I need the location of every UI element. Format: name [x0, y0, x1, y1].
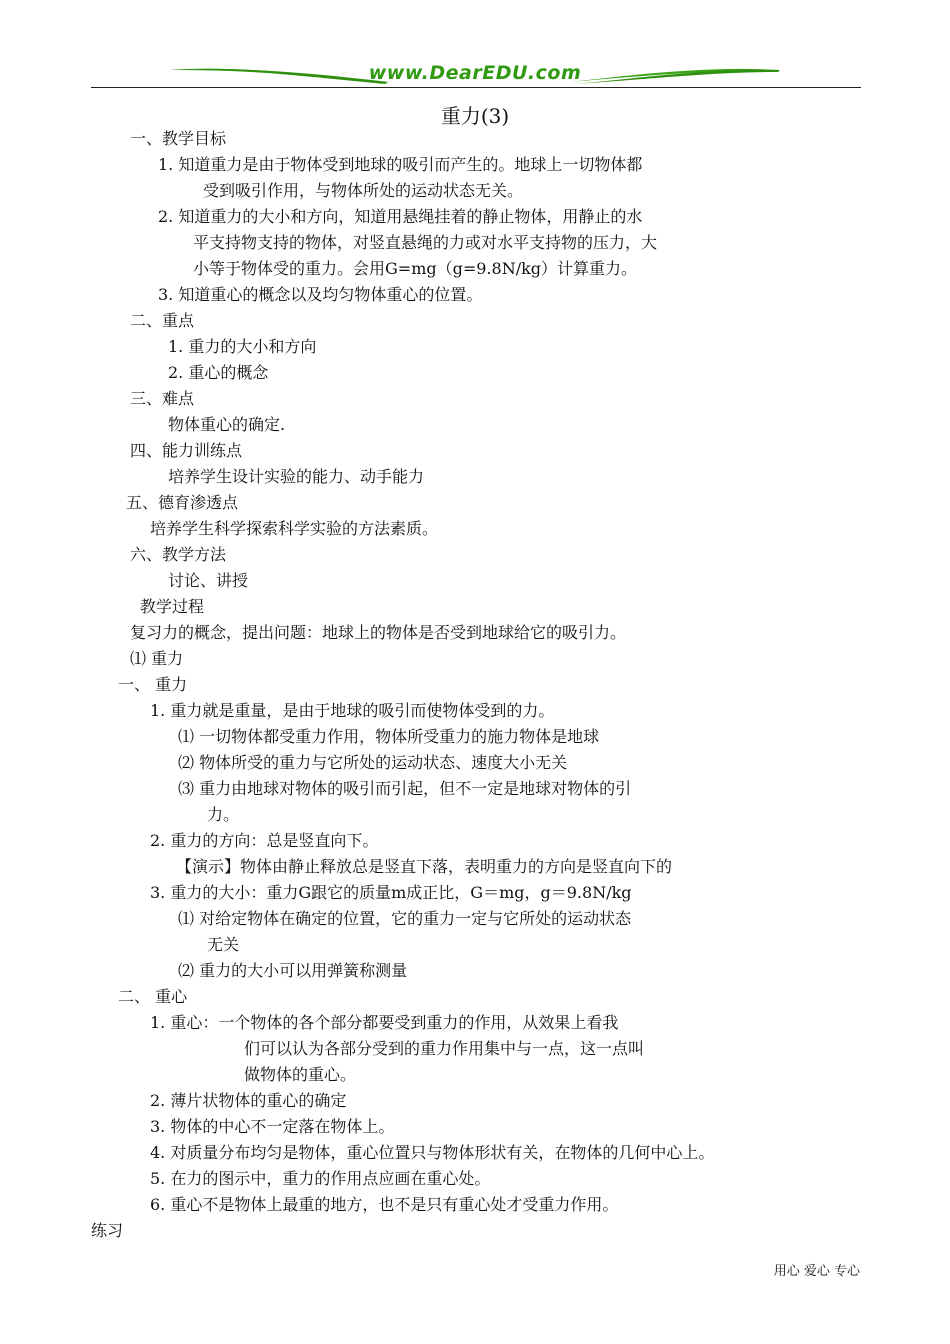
list-item: 2. 知道重力的大小和方向，知道用悬绳挂着的静止物体，用静止的水	[158, 207, 643, 226]
list-item: 4. 对质量分布均匀是物体，重心位置只与物体形状有关，在物体的几何中心上。	[150, 1143, 715, 1162]
list-item: 1. 重力就是重量，是由于地球的吸引而使物体受到的力。	[150, 701, 555, 720]
list-item: 1. 重力的大小和方向	[168, 337, 317, 356]
list-item: 3. 知道重心的概念以及均匀物体重心的位置。	[158, 285, 483, 304]
list-item-continuation: 们可以认为各部分受到的重力作用集中与一点，这一点叫	[244, 1039, 645, 1058]
section-heading: 一、教学目标	[130, 129, 227, 148]
list-item-continuation: 做物体的重心。	[244, 1065, 357, 1084]
list-item-continuation: 受到吸引作用，与物体所处的运动状态无关。	[203, 181, 524, 200]
list-item-continuation: 平支持物支持的物体，对竖直悬绳的力或对水平支持物的压力，大	[193, 233, 658, 252]
site-logo-text[interactable]: www.DearEDU.com	[368, 62, 582, 84]
paragraph: 培养学生科学探索科学实验的方法素质。	[150, 519, 439, 538]
list-item-continuation: 小等于物体受的重力。会用G=mg（g=9.8N/kg）计算重力。	[193, 259, 638, 278]
section-heading: 二、 重心	[118, 987, 188, 1006]
list-item: 2. 重力的方向：总是竖直向下。	[150, 831, 379, 850]
list-item: 1. 重心：一个物体的各个部分都要受到重力的作用，从效果上看我	[150, 1013, 619, 1032]
section-heading: 练习	[91, 1221, 124, 1240]
sub-list-item: ⑵ 物体所受的重力与它所处的运动状态、速度大小无关	[178, 753, 568, 772]
section-heading: 一、 重力	[118, 675, 188, 694]
sub-list-item: ⑴ 对给定物体在确定的位置，它的重力一定与它所处的运动状态	[178, 909, 632, 928]
section-heading: 三、难点	[130, 389, 195, 408]
page-title: 重力(3)	[440, 104, 510, 128]
section-heading: 五、德育渗透点	[126, 493, 239, 512]
paragraph: 物体重心的确定.	[168, 415, 286, 434]
list-item: 3. 重力的大小：重力G跟它的质量m成正比，G＝mg，g＝9.8N/kg	[150, 883, 632, 902]
section-heading: 六、教学方法	[130, 545, 227, 564]
sub-list-item-continuation: 无关	[207, 935, 240, 954]
sub-list-item: ⑴ 一切物体都受重力作用，物体所受重力的施力物体是地球	[178, 727, 600, 746]
list-item: 3. 物体的中心不一定落在物体上。	[150, 1117, 395, 1136]
paragraph: 讨论、讲授	[168, 571, 249, 590]
list-item: 6. 重心不是物体上最重的地方，也不是只有重心处才受重力作用。	[150, 1195, 619, 1214]
sub-list-item: ⑶ 重力由地球对物体的吸引而引起，但不一定是地球对物体的引	[178, 779, 632, 798]
header-rule	[91, 87, 861, 88]
paragraph: 培养学生设计实验的能力、动手能力	[168, 467, 425, 486]
paragraph: 复习力的概念，提出问题：地球上的物体是否受到地球给它的吸引力。	[130, 623, 627, 642]
demo-note: 【演示】物体由静止释放总是竖直下落，表明重力的方向是竖直向下的	[176, 857, 673, 876]
section-heading: 二、重点	[130, 311, 195, 330]
list-item: 1. 知道重力是由于物体受到地球的吸引而产生的。地球上一切物体都	[158, 155, 643, 174]
sub-list-item-continuation: 力。	[207, 805, 240, 824]
section-heading: 四、能力训练点	[130, 441, 243, 460]
footer-slogan: 用心 爱心 专心	[773, 1264, 860, 1279]
list-item: 2. 重心的概念	[168, 363, 269, 382]
list-item: 2. 薄片状物体的重心的确定	[150, 1091, 347, 1110]
sub-list-item: ⑵ 重力的大小可以用弹簧称测量	[178, 961, 408, 980]
section-heading: ⑴ 重力	[130, 649, 184, 668]
section-heading: 教学过程	[140, 597, 205, 616]
list-item: 5. 在力的图示中，重力的作用点应画在重心处。	[150, 1169, 491, 1188]
